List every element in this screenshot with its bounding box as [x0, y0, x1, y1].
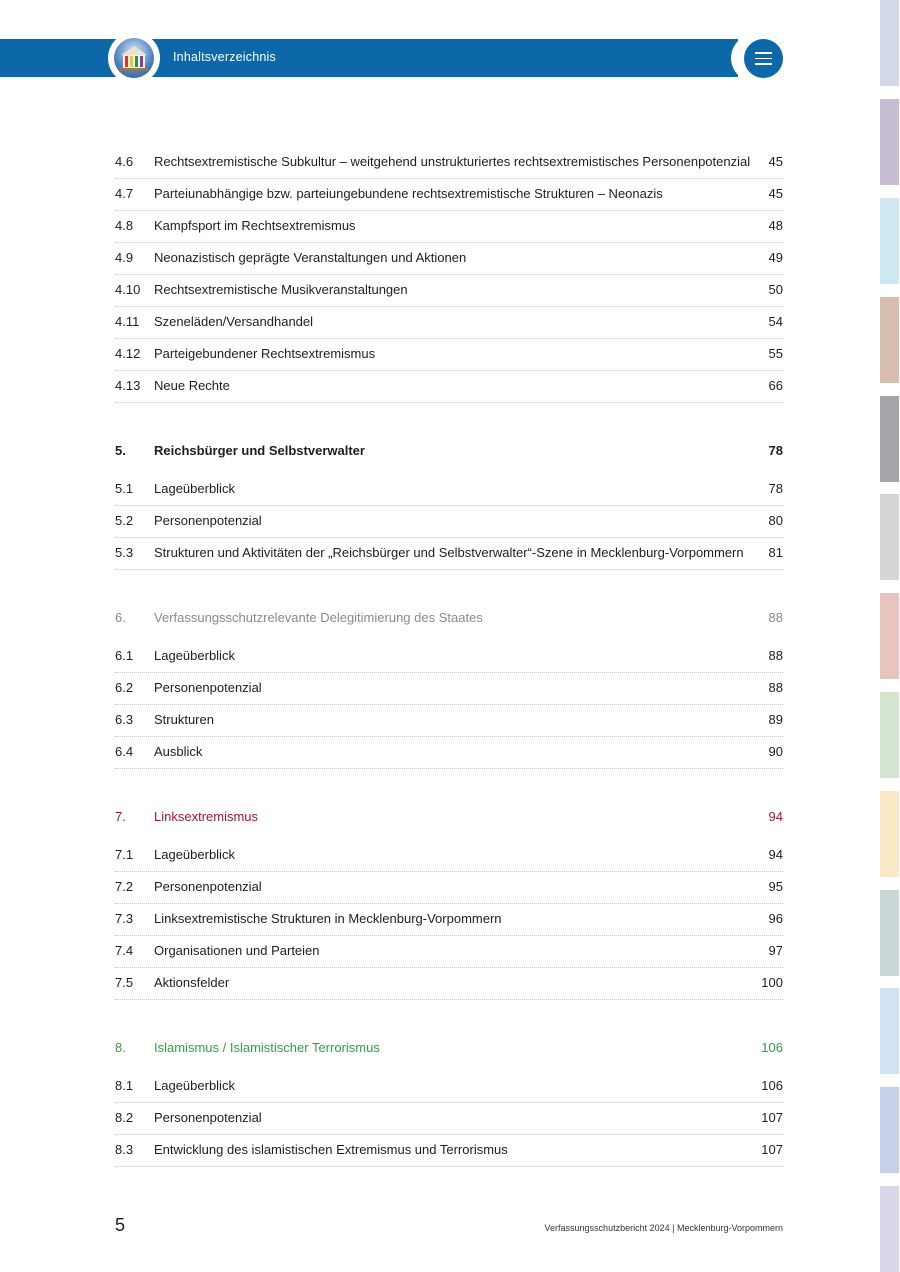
toc-entry-title: Lageüberblick	[154, 847, 235, 862]
toc-entry-title: Strukturen	[154, 712, 214, 727]
chapter-tab[interactable]	[880, 593, 899, 679]
toc-entry-title: Organisationen und Parteien	[154, 943, 320, 958]
footer-text: Verfassungsschutzbericht 2024 | Mecklenburg-Vorpommern	[544, 1223, 783, 1233]
toc-entry-number: 4.11	[115, 314, 140, 329]
toc-entry-page: 50	[768, 282, 783, 297]
toc-entry-number: 7.5	[115, 975, 134, 990]
menu-button[interactable]	[744, 39, 783, 78]
toc-entry-title: Linksextremistische Strukturen in Mecklenburg-Vorpommern	[154, 911, 502, 926]
coat-of-arms-logo[interactable]	[114, 38, 154, 78]
toc-entry-title: Entwicklung des islamistischen Extremismus und Terrorismus	[154, 1142, 508, 1157]
toc-entry-number: 4.10	[115, 282, 141, 297]
toc-entry-number: 8.1	[115, 1078, 134, 1093]
toc-entry-number: 4.8	[115, 218, 134, 233]
toc-entry[interactable]	[115, 473, 783, 506]
toc-entry[interactable]	[115, 537, 783, 570]
chapter-tab[interactable]	[880, 1186, 899, 1272]
toc-entry-title: Lageüberblick	[154, 481, 235, 496]
toc-entry[interactable]	[115, 505, 783, 538]
toc-entry-number: 7.2	[115, 879, 134, 894]
toc-entry-page: 78	[768, 481, 783, 496]
toc-entry-page: 95	[768, 879, 783, 894]
toc-entry-title: Personenpotenzial	[154, 1110, 262, 1125]
toc-entry[interactable]	[115, 640, 783, 673]
menu-icon	[755, 52, 772, 54]
toc-entry-title: Personenpotenzial	[154, 513, 262, 528]
toc-entry-page: 90	[768, 744, 783, 759]
toc-chapter-heading[interactable]	[115, 801, 783, 833]
chapter-tab[interactable]	[880, 692, 899, 778]
toc-entry-page: 88	[768, 610, 783, 625]
toc-entry[interactable]	[115, 672, 783, 705]
toc-entry-page: 54	[768, 314, 783, 329]
toc-entry-title: Lageüberblick	[154, 648, 235, 663]
chapter-tab[interactable]	[880, 99, 899, 185]
toc-entry-page: 80	[768, 513, 783, 528]
toc-entry-number: 7.4	[115, 943, 134, 958]
toc-entry[interactable]	[115, 903, 783, 936]
toc-entry-title: Personenpotenzial	[154, 680, 262, 695]
toc-entry[interactable]	[115, 242, 783, 275]
toc-entry-number: 4.9	[115, 250, 134, 265]
chapter-tab[interactable]	[880, 198, 899, 284]
chapter-tab[interactable]	[880, 1087, 899, 1173]
toc-entry-page: 94	[768, 809, 783, 824]
toc-chapter-heading[interactable]	[115, 1032, 783, 1064]
toc-entry-title: Reichsbürger und Selbstverwalter	[154, 443, 365, 458]
toc-entry-title: Neonazistisch geprägte Veranstaltungen und Aktionen	[154, 250, 467, 265]
toc-entry-number: 5.	[115, 443, 126, 458]
toc-entry-title: Parteigebundener Rechtsextremismus	[154, 346, 376, 361]
toc-entry-number: 5.1	[115, 481, 134, 496]
toc-entry-page: 106	[761, 1078, 783, 1093]
toc-entry[interactable]	[115, 871, 783, 904]
chapter-tab[interactable]	[880, 0, 899, 86]
toc-entry-title: Aktionsfelder	[154, 975, 230, 990]
toc-entry[interactable]	[115, 274, 783, 307]
toc-entry-title: Kampfsport im Rechtsextremismus	[154, 218, 356, 233]
toc-chapter-heading[interactable]	[115, 602, 783, 634]
toc-entry-page: 96	[768, 911, 783, 926]
toc-entry-number: 7.	[115, 809, 126, 824]
toc-entry-title: Verfassungsschutzrelevante Delegitimierung des Staates	[154, 610, 483, 625]
toc-entry-number: 5.3	[115, 545, 134, 560]
toc-entry-page: 88	[768, 648, 783, 663]
toc-entry[interactable]	[115, 370, 783, 403]
chapter-tab[interactable]	[880, 988, 899, 1074]
building-icon	[114, 38, 154, 78]
toc-entry-number: 4.13	[115, 378, 141, 393]
toc-entry-page: 81	[768, 545, 783, 560]
toc-entry-page: 45	[768, 154, 783, 169]
toc-entry-page: 78	[768, 443, 783, 458]
toc-entry-title: Szeneläden/Versandhandel	[154, 314, 314, 329]
header-title: Inhaltsverzeichnis	[173, 50, 276, 64]
toc-entry[interactable]	[115, 935, 783, 968]
toc-entry-title: Rechtsextremistische Subkultur – weitgehend unstrukturiertes rechtsextremistisches Personenpotenzial	[154, 154, 751, 169]
menu-icon-bar	[755, 58, 772, 60]
toc-entry-page: 97	[768, 943, 783, 958]
toc-entry-number: 6.2	[115, 680, 134, 695]
chapter-tab[interactable]	[880, 297, 899, 383]
chapter-tab[interactable]	[880, 890, 899, 976]
toc-entry-title: Strukturen und Aktivitäten der „Reichsbürger und Selbstverwalter“-Szene in Mecklenburg-Vorpommern	[154, 545, 744, 560]
toc-entry-number: 8.2	[115, 1110, 134, 1125]
toc-entry[interactable]	[115, 704, 783, 737]
toc-entry[interactable]	[115, 338, 783, 371]
toc-entry-number: 6.1	[115, 648, 134, 663]
toc-entry-page: 66	[768, 378, 783, 393]
toc-entry-page: 94	[768, 847, 783, 862]
toc-entry[interactable]	[115, 1134, 783, 1167]
toc-entry-title: Neue Rechte	[154, 378, 230, 393]
toc-entry-page: 55	[768, 346, 783, 361]
toc-entry-number: 6.	[115, 610, 126, 625]
toc-chapter-heading[interactable]	[115, 435, 783, 467]
toc-entry-number: 8.	[115, 1040, 126, 1055]
page-number: 5	[115, 1215, 126, 1235]
toc-entry[interactable]	[115, 146, 783, 179]
toc-entry-number: 8.3	[115, 1142, 134, 1157]
toc-entry-number: 5.2	[115, 513, 134, 528]
toc-entry[interactable]	[115, 306, 783, 339]
toc-entry-title: Lageüberblick	[154, 1078, 235, 1093]
toc-entry-page: 49	[768, 250, 783, 265]
toc-entry-number: 6.3	[115, 712, 134, 727]
toc-entry[interactable]	[115, 839, 783, 872]
toc-entry-page: 45	[768, 186, 783, 201]
toc-entry-page: 100	[761, 975, 783, 990]
menu-icon-bar	[755, 63, 772, 65]
toc-entry-title: Ausblick	[154, 744, 203, 759]
toc-entry-page: 106	[761, 1040, 783, 1055]
toc-entry-page: 48	[768, 218, 783, 233]
toc-entry-page: 88	[768, 680, 783, 695]
chapter-tab[interactable]	[880, 791, 899, 877]
toc-entry[interactable]	[115, 210, 783, 243]
chapter-tab[interactable]	[880, 396, 899, 482]
toc-entry[interactable]	[115, 1070, 783, 1103]
chapter-tab[interactable]	[880, 494, 899, 580]
toc-entry[interactable]	[115, 967, 783, 1000]
toc-entry[interactable]	[115, 178, 783, 211]
toc-entry-title: Rechtsextremistische Musikveranstaltungen	[154, 282, 408, 297]
toc-entry-number: 7.3	[115, 911, 134, 926]
toc-entry-number: 4.6	[115, 154, 134, 169]
toc-entry[interactable]	[115, 736, 783, 769]
toc-entry-title: Islamismus / Islamistischer Terrorismus	[154, 1040, 380, 1055]
toc-entry-title: Linksextremismus	[154, 809, 259, 824]
toc-entry-number: 6.4	[115, 744, 134, 759]
toc-entry-page: 107	[761, 1110, 783, 1125]
toc-entry-number: 7.1	[115, 847, 134, 862]
toc-entry[interactable]	[115, 1102, 783, 1135]
toc-entry-title: Parteiunabhängige bzw. parteiungebundene rechtsextremistische Strukturen – Neonazis	[154, 186, 663, 201]
toc-entry-number: 4.12	[115, 346, 141, 361]
toc-entry-title: Personenpotenzial	[154, 879, 262, 894]
toc-entry-page: 107	[761, 1142, 783, 1157]
toc-entry-number: 4.7	[115, 186, 134, 201]
toc-entry-page: 89	[768, 712, 783, 727]
